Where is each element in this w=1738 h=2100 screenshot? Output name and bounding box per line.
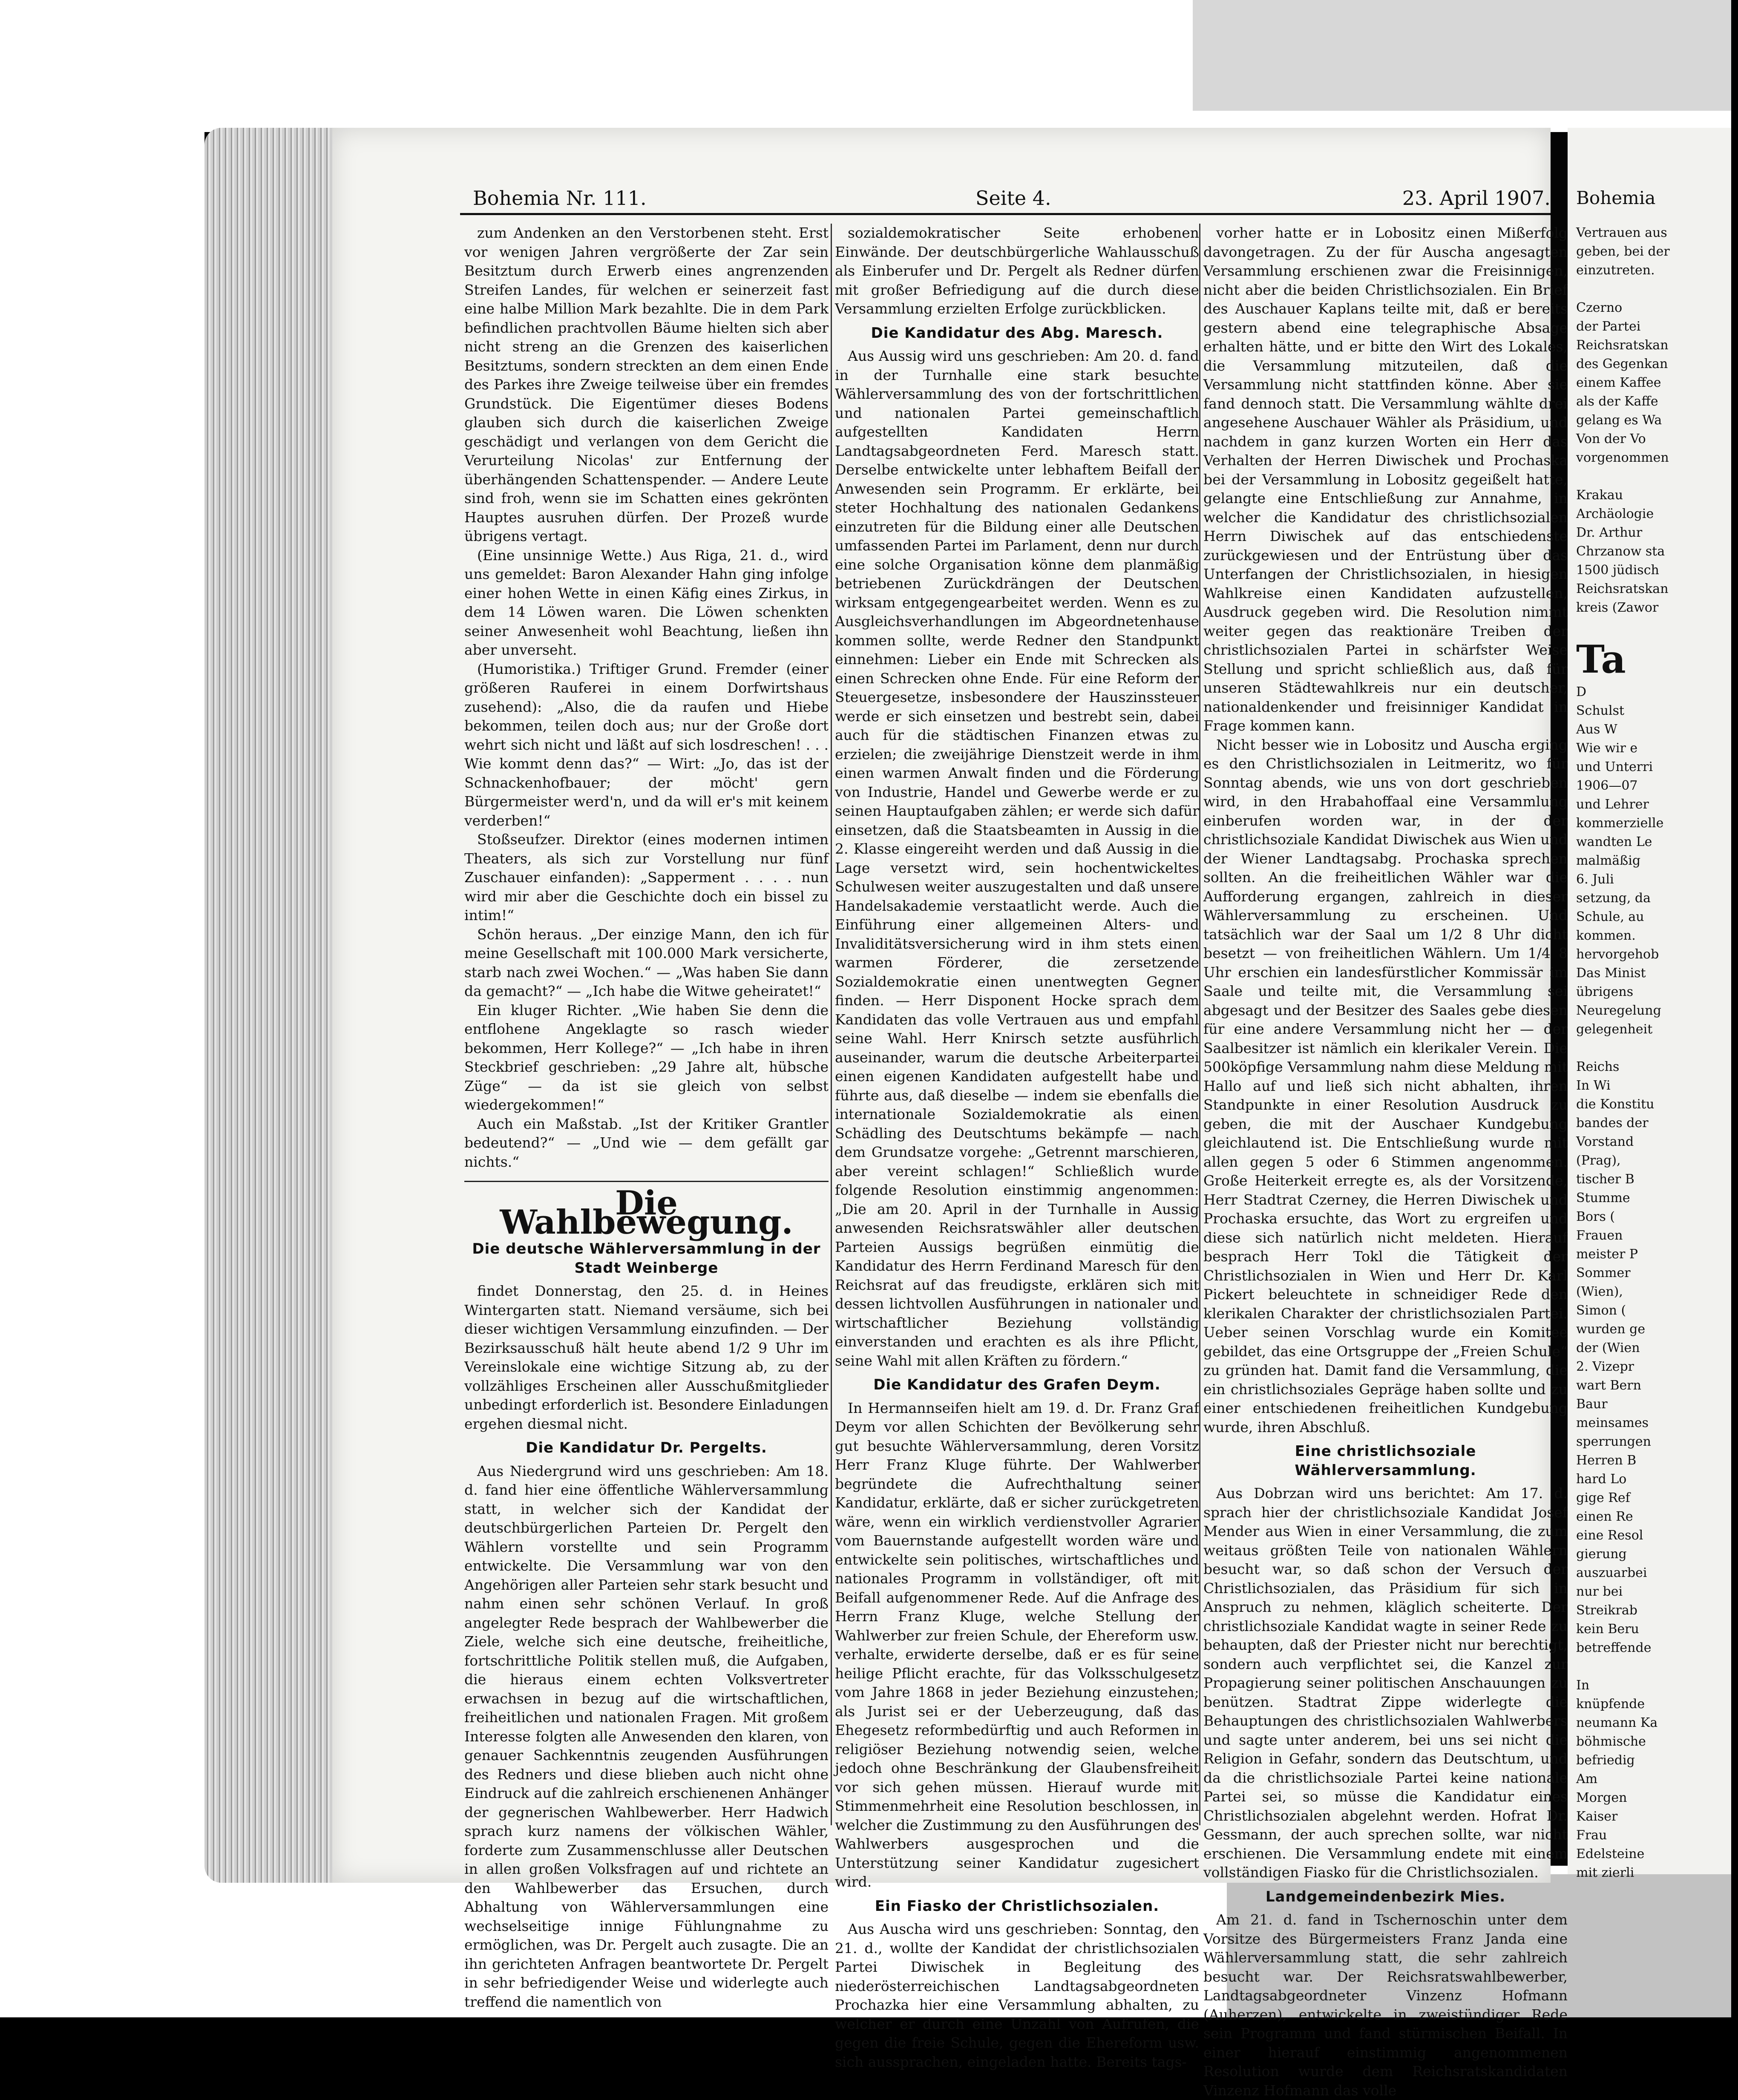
article-paragraph: Stoßseufzer. Direktor (eines modernen intimen Theaters, als sich zur Vorstellung nur fünf Zuschauer einfanden): „Sapperment . . . . nun wird mir aber die Geschichte doch ein bissel zu intim!“ — [464, 831, 829, 923]
next-page-line — [1576, 1657, 1738, 1676]
article-paragraph: Nicht besser wie in Lobositz und Auscha erging es den Christlichsozialen in Leitmeritz, wo für Sonntag abends, wie uns von dort geschrieben wird, in den Hrabahoffaal eine Versammlung einberufen worden war, in der der christlichsoziale Kandidat Diwischek aus Wien und der Wiener Landtagsabg. Prochaska sprechen sollten. An die freiheitlichen Wähler war die Aufforderung ergangen, zahlreich in dieser Wählerversammlung zu erscheinen. Und tatsächlich war der Saal um 1/2 8 Uhr dicht besetzt — von freiheitlichen Wählern. Um 1/4 8 Uhr erschien ein landesfürstlicher Kommissär im Saale und teilte mit, die Versammlung sei abgesagt und der Besitzer des Saales gebe diesen für eine andere Versammlung nicht her — der Saalbesitzer ist nämlich ein klerikaler Verein. Die 500köpfige Versammlung nahm diese Meldung mit Hallo auf und ließ sich nicht abhalten, ihren Standpunkte in einer Resolution Ausdruck zu geben, die mit der Auschaer Kundgebung gleichlautend ist. Die Entschließung wurde mit allen gegen 5 oder 6 Stimmen angenommen. Große Heiterkeit erregte es, als der Vorsitzende, Herr Stadtrat Czerney, die Herren Diwischek und Prochaska ersuchte, das Wort zu ergreifen und diese sich natürlich nicht meldeten. Hierauf besprach Herr Tokl die Tätigkeit der Christlichsozialen in Wien und Herr Dr. Karl Pickert beleuchtete in schneidiger Rede den klerikalen Charakter der christlichsozialen Partei. Ueber seinen Vorschlag wurde ein Komitee gebildet, das eine Ortsgruppe der „Freien Schule“ zu gründen hat. Damit fand die Versammlung, die ein christlichsoziales Gepräge haben sollte und zu einer entschiedenen freiheitlichen Kundgebung wurde, ihren Abschluß. — [1203, 736, 1568, 1435]
next-page-line: Archäologie — [1576, 506, 1654, 521]
next-page-line: tischer B — [1576, 1172, 1634, 1187]
article-heading: Die Kandidatur des Abg. Maresch. — [871, 324, 1163, 342]
column-rule — [1199, 224, 1200, 1825]
column-1 — [464, 224, 829, 2010]
next-page-line: Baur — [1576, 1397, 1608, 1412]
next-page-line: Edelsteine — [1576, 1847, 1645, 1861]
article-paragraph: findet Donnerstag, den 25. d. in Heines Wintergarten statt. Niemand versäume, sich bei dieser wichtigen Versammlung einzufinden. — Der Bezirksausschuß hält heute abend 1/2 9 Uhr im Vereinslokale eine wichtige Sitzung ab, zu der vollzähliges Erscheinen aller Ausschußmitglieder unbedingt erforderlich ist. Besondere Einladungen ergehen diesmal nicht. — [464, 1283, 829, 1432]
header-rule — [460, 213, 1551, 215]
next-page-line: des Gegenkan — [1576, 357, 1668, 371]
next-page-line: nur bei — [1576, 1584, 1623, 1599]
next-page-line: Aus W — [1576, 722, 1617, 737]
article-paragraph: Auch ein Maßstab. „Ist der Kritiker Grantler bedeutend?“ — „Und wie — dem gefällt gar nichts.“ — [464, 1115, 829, 1170]
next-page-line: eine Resol — [1576, 1528, 1643, 1543]
header-issue: Bohemia Nr. 111. — [473, 187, 647, 210]
column-3 — [1203, 224, 1568, 2099]
article-paragraph: Aus Dobrzan wird uns berichtet: Am 17. d. sprach hier der christlichsoziale Kandidat Josef Mender aus Wien in einer Versammlung, die zum weitaus größten Teile von nationalen Wählern besucht war, so daß schon der Versuch der Christlichsozialen, das Präsidium für sich in Anspruch zu nehmen, kläglich scheiterte. Der christlichsoziale Kandidat wagte in seiner Rede zu behaupten, daß der Priester nicht nur berechtigt, sondern auch verpflichtet sei, die Kanzel zur Propagierung seiner politischen Anschauungen zu benützen. Stadtrat Zippe widerlegte die Behauptungen des christlichsozialen Wahlwerbers und sagte unter anderem, bei uns sei nicht die Religion in Gefahr, sondern das Deutschtum, und da die christlichsoziale Partei keine nationale Partei sei, so müsse die Kandidatur eines Christlichsozialen abgelehnt werden. Hofrat Dr. Gessmann, der auch sprechen sollte, war nicht erschienen. Die Versammlung endete mit einem vollständigen Fiasko für die Christlichsozialen. — [1203, 1485, 1568, 1881]
article-heading: Die deutsche Wählerversammlung in der Stadt Weinberge — [472, 1240, 821, 1277]
newspaper-page — [332, 128, 1568, 2099]
next-page-line: meister P — [1576, 1247, 1638, 1262]
next-page-line — [1576, 1039, 1738, 1058]
article-paragraph: sozialdemokratischer Seite erhobenen Einwände. Der deutschbürgerliche Wahlausschuß als Einberufer und Dr. Pergelt als Redner dürfen mit großer Befriedigung auf die durch diese Versammlung erzielten Erfolge zurückblicken. — [835, 224, 1199, 317]
article-paragraph: Am 21. d. fand in Tschernoschin unter dem Vorsitze des Bürgermeisters Franz Janda eine Wählerversammlung statt, die sehr zahlreich besucht war. Der Reichsratswahlbewerber, Landtagsabgeordneter Vinzenz Hofmann (Auherzen), entwickelte in zweistündiger Rede sein Programm und fand stürmischen Beifall. In einer hierauf einstimmig angenommenen Resolution wurde dem Reichsratskandidaten Vinzenz Hofmann das volle — [1203, 1911, 1568, 2099]
next-page-fragment — [1568, 128, 1731, 1880]
page-header — [460, 178, 1551, 212]
next-page-line: In Wi — [1576, 1078, 1611, 1093]
next-page-line: und Lehrer — [1576, 797, 1649, 812]
next-page-line: Reichs — [1576, 1059, 1620, 1074]
next-page-line: Ta — [1576, 637, 1626, 682]
next-page-line: einem Kaffee — [1576, 375, 1661, 390]
next-page-line: Von der Vo — [1576, 432, 1646, 446]
next-page-line: knüpfende — [1576, 1697, 1645, 1712]
article-paragraph: (Humoristika.) Triftiger Grund. Fremder (einer größeren Rauferei in einem Dorfwirtshaus zusehend): „Also, die da raufen und Hiebe bekommen, teilen doch aus; nur der Große dort wehrt sich nicht und läßt auf sich losdreschen! . . . Wie kommt denn das?“ — Wirt: „Jo, das ist der Schnackenhofbauer; der möcht' gern Bürgermeister werd'n, und da will er's mit keinem verderben!“ — [464, 660, 829, 829]
article-heading: Ein Fiasko der Christlichsozialen. — [875, 1897, 1160, 1915]
next-page-line: kreis (Zawor — [1576, 600, 1659, 615]
next-page-line: (Wien), — [1576, 1284, 1623, 1299]
article-heading: Landgemeindenbezirk Mies. — [1265, 1888, 1506, 1905]
next-page-line: bandes der — [1576, 1116, 1649, 1131]
article-heading: Die Kandidatur Dr. Pergelts. — [526, 1439, 767, 1456]
article-paragraph: In Hermannseifen hielt am 19. d. Dr. Franz Graf Deym vor allen Schichten der Bevölkerung sehr gut besuchte Wählerversammlung, deren Vorsitz Herr Franz Kluge führte. Der Wahlwerber begründete die Aufrechthaltung seiner Kandidatur, erklärte, daß er sicher zurückgetreten wäre, wenn ein wirklich verdienstvoller Agrarier vom Bauernstande aufgestellt worden wäre und entwickelte sein politisches, wirtschaftliches und nationales Programm in vollständiger, oft mit Beifall aufgenommener Rede. Auf die Anfrage des Herrn Franz Kluge, welche Stellung der Wahlwerber zur freien Schule, der Ehereform usw. verhalte, erwiderte derselbe, daß er es für seine heilige Pflicht erachte, für das Volksschulgesetz vom Jahre 1868 in jeder Beziehung einzustehen; als Jurist sei er der Ueberzeugung, daß das Ehegesetz reformbedürftig und auch Reformen in religiöser Beziehung notwendig seien, welche jedoch ohne Beschränkung der Glaubensfreiheit vor sich gehen müssen. Hierauf wurde mit Stimmenmehrheit eine Resolution beschlossen, in welcher die Zustimmung zu den Ausführungen des Wahlwerbers ausgesprochen und die Unterstützung seiner Kandidatur zugesichert wird. — [835, 1399, 1199, 1890]
next-page-line: 1500 jüdisch — [1576, 563, 1659, 578]
next-page-line: Vorstand — [1576, 1134, 1634, 1149]
article-paragraph: zum Andenken an den Verstorbenen steht. Erst vor wenigen Jahren vergrößerte der Zar sein Besitztum durch Erwerb eines angrenzenden Streifen Landes, für welchen er seinerzeit fast eine halbe Million Mark bezahlte. Die in dem Park befindlichen prachtvollen Bäume hielten sich aber nicht streng an die Grenzen des kaiserlichen Besitztums, sondern streckten an dem einen Ende des Parkes ihre Zweige teilweise über ein fremdes Grundstück. Die Eigentümer dieses Bodens glauben sich durch die kaiserlichen Zweige geschädigt und verlangen von dem Gericht die Verurteilung Nicolas' zur Entfernung der überhängenden Schattenspender. — Andere Leute sind froh, wenn sie im Schatten eines gekrönten Hauptes ausruhen dürfen. Der Prozeß wurde übrigens vertagt. — [464, 224, 829, 544]
next-page-line: befriedig — [1576, 1753, 1635, 1768]
next-page-line: wurden ge — [1576, 1322, 1646, 1337]
section-title: Die Wahlbewegung. — [500, 1184, 793, 1242]
next-page-line: sperrungen — [1576, 1434, 1651, 1449]
article-paragraph: Aus Aussig wird uns geschrieben: Am 20. d. fand in der Turnhalle eine stark besuchte Wählerversammlung des von der fortschrittlichen und nationalen Partei gemeinschaftlich aufgestellten Kandidaten Herrn Landtagsabgeordneten Ferd. Maresch statt. Derselbe entwickelte unter lebhaftem Beifall der Anwesenden sein Programm. Er erklärte, bei steter Hochhaltung des nationalen Gedankens einzutreten für die Bildung einer alle Deutschen umfassenden Partei im Parlament, denn nur durch eine solche Organisation könne dem planmäßig betriebenen Zurückdrängen der Deutschen wirksam entgegengearbeitet werden. Wenn es zu Ausgleichsverhandlungen im Abgeordnetenhause kommen sollte, werde Redner den Standpunkt einnehmen: Lieber ein Ende mit Schrecken als einen Schrecken ohne Ende. Für eine Reform der Steuergesetze, insbesondere der Hauszinssteuer werde er sich einsetzen und bestrebt sein, dabei auch für die städtischen Finanzen etwas zu erzielen; die zweijährige Dienstzeit werde in ihm einen warmen Anwalt finden und die Förderung von Industrie, Handel und Gewerbe werde er zu seinen Hauptaufgaben zählen; er werde sich dafür einsetzen, daß die Staatsbeamten in Aussig in die 2. Klasse eingereiht werden und daß Aussig in die Lage versetzt wird, sein hochentwickeltes Schulwesen weiter auszugestalten und daß unsere Handelsakademie verstaatlicht werde. Auch die Einführung einer allgemeinen Alters- und Invaliditätsversicherung wird in ihm stets einen warmen Förderer, die zersetzende Sozialdemokratie einen unentwegten Gegner finden. — Herr Disponent Hocke sprach dem Kandidaten das volle Vertrauen aus und empfahl seine Wahl. Herr Knirsch setzte ausführlich auseinander, warum die deutsche Arbeiterpartei einen eigenen Kandidaten aufgestellt habe und führte aus, daß dieselbe — indem sie ebenfalls die internationale Sozialdemokratie als einen Schädling des Deutschtums bekämpfe — nach dem Grundsatze vorgehe: „Getrennt marschieren, aber vereint schlagen!“ Schließlich wurde folgende Resolution einstimmig angenommen: „Die am 20. April in der Turnhalle in Aussig anwesenden Reichsratswähler aller deutschen Parteien Aussigs begrüßen einmütig die Kandidatur des Herrn Ferdinand Maresch für den Reichsrat auf das freudigste, erklären sich mit dessen lichtvollen Ausführungen in nationaler und wirtschaftlicher Beziehung vollständig einverstanden und erachten es als ihre Pflicht, seine Wahl mit allen Kräften zu fördern.“ — [835, 348, 1199, 1369]
next-page-line: der (Wien — [1576, 1341, 1640, 1355]
next-page-line: wandten Le — [1576, 834, 1652, 849]
next-page-line: 1906—07 — [1576, 778, 1638, 793]
next-page-line: vorgenommen — [1576, 450, 1669, 465]
next-page-line: die Konstitu — [1576, 1097, 1655, 1112]
article-paragraph: Schön heraus. „Der einzige Mann, den ich für meine Gesellschaft mit 100.000 Mark versicherte, starb nach zwei Wochen.“ — „Was haben Sie dann da gemacht?“ — „Ich habe die Witwe geheiratet!“ — [464, 926, 829, 999]
next-page-header: Bohemia — [1576, 187, 1656, 208]
next-page-line: Morgen — [1576, 1790, 1627, 1805]
next-page-line: Krakau — [1576, 488, 1623, 503]
next-page-line: Wie wir e — [1576, 741, 1638, 756]
next-page-line: Kaiser — [1576, 1809, 1618, 1824]
next-page-line: D — [1576, 685, 1587, 699]
article-paragraph: Ein kluger Richter. „Wie haben Sie denn die entflohene Angeklagte so rasch wieder bekommen, Herr Kollege?“ — „Ich habe in ihren Steckbrief geschrieben: „29 Jahre alt, hübsche Züge“ — da ist sie gleich von selbst wiedergekommen!“ — [464, 1001, 829, 1113]
next-page-line: auszuarbei — [1576, 1565, 1647, 1580]
next-page-line: geben, bei der — [1576, 244, 1670, 259]
next-page-line — [1576, 467, 1738, 486]
next-page-line: 6. Juli — [1576, 872, 1614, 887]
next-page-line: und Unterri — [1576, 759, 1653, 774]
next-page-line: Simon ( — [1576, 1303, 1626, 1318]
next-page-line: Bors ( — [1576, 1209, 1615, 1224]
article-heading: Eine christlichsoziale Wählerversammlung. — [1295, 1443, 1476, 1479]
next-page-line: neumann Ka — [1576, 1715, 1658, 1730]
article-paragraph: vorher hatte er in Lobositz einen Mißerfolg davongetragen. Zu der für Auscha angesagten Versammlung erschienen zwar die Freisinnigen, nicht aber die beiden Christlichsozialen. Ein Brief des Auschauer Kaplans teilte mit, daß er bereits gestern abend eine telegraphische Absage erhalten hätte, und er bitte den Wirt des Lokales, die Versammlung mitzuteilen, daß die Versammlung nicht stattfinden könne. Aber sie fand dennoch statt. Die Versammlung wählte drei angesehene Auschauer Wähler als Präsidium, und nachdem in ganz kurzen Worten ein Herr das Verhalten der Herren Diwischek und Prochaska bei der Versammlung in Lobositz gegeißelt hatte, gelangte eine Entschließung zur Annahme, in welcher die Kandidatur des christlichsozialen Herrn Diwischek auf das entschiedenste zurückgewiesen und der Entrüstung über das Unterfangen der Christlichsozialen, in hiesigen Wahlkreise einen Kandidaten aufzustellen, Ausdruck gegeben wird. Die Resolution nimmt weiter gegen das reaktionäre Treiben der christlichsozialen Partei in schärfster Weise Stellung und spricht schließlich aus, daß für unseren Städtewahlkreis nur ein deutscher, nationaldenkender und freisinniger Kandidat in Frage kommen kann. — [1203, 224, 1568, 734]
next-page-line: der Partei — [1576, 319, 1641, 334]
next-page-line: gelang es Wa — [1576, 413, 1662, 428]
next-page-line: Sommer — [1576, 1266, 1631, 1280]
next-page-line: Reichsratskan — [1576, 581, 1669, 596]
next-page-line: Streikrab — [1576, 1603, 1637, 1618]
article-paragraph: (Eine unsinnige Wette.) Aus Riga, 21. d., wird uns gemeldet: Baron Alexander Hahn ging infolge einer hohen Wette in einen Käfig eines Zirkus, in dem 14 Löwen waren. Die Löwen schenkten seiner Anwesenheit wohl Beachtung, ließen ihn aber unverseht. — [464, 547, 829, 658]
next-page-line: kommen. — [1576, 928, 1636, 943]
article-paragraph: Aus Auscha wird uns geschrieben: Sonntag, den 21. d., wollte der Kandidat der christlichsozialen Partei Diwischek in Begleitung des niederösterreichischen Landtagsabgeordneten Prochazka hier eine Versammlung abhalten, zu welcher er durch eine Unzahl von Aufrufen, die gegen die freie Schule, gegen die Ehereform usw. sich aussprachen, eingeladen hatte. Bereits tags- — [835, 1921, 1199, 2070]
header-page-number: Seite 4. — [975, 187, 1051, 210]
next-page-line: Schulst — [1576, 703, 1625, 718]
next-page-line: Vertrauen aus — [1576, 225, 1667, 240]
next-page-line: Schule, au — [1576, 909, 1644, 924]
next-page-line: In — [1576, 1678, 1590, 1693]
next-page-line: Frauen — [1576, 1228, 1623, 1243]
column-2 — [835, 224, 1199, 2070]
next-page-line: Dr. Arthur — [1576, 525, 1643, 540]
next-page-line: (Prag), — [1576, 1153, 1621, 1168]
next-page-line: mit zierli — [1576, 1865, 1634, 1880]
next-page-line: Frau — [1576, 1828, 1607, 1843]
next-page-line — [1576, 617, 1738, 636]
next-page-line: einen Re — [1576, 1509, 1633, 1524]
next-page-line — [1576, 280, 1738, 299]
next-page-line: Neuregelung — [1576, 1003, 1661, 1018]
section-divider — [464, 1181, 829, 1182]
next-page-line: meinsames — [1576, 1415, 1649, 1430]
next-page-line: gelegenheit — [1576, 1022, 1653, 1037]
next-page-line: hervorgehob — [1576, 947, 1659, 962]
next-page-line: böhmische — [1576, 1734, 1646, 1749]
next-page-line: kommerzielle — [1576, 816, 1664, 831]
next-page-text — [1576, 224, 1738, 1882]
next-page-line: gierung — [1576, 1547, 1627, 1562]
book-page-edge — [204, 128, 337, 1883]
next-page-line: einzutreten. — [1576, 263, 1655, 278]
next-page-line: Das Minist — [1576, 966, 1646, 981]
next-page-line: Czerno — [1576, 300, 1623, 315]
next-page-line: malmäßig — [1576, 853, 1641, 868]
next-page-line: Stumme — [1576, 1191, 1630, 1205]
next-page-line: Reichsratskan — [1576, 338, 1669, 353]
next-page-line: kein Beru — [1576, 1622, 1639, 1637]
column-rule — [831, 224, 832, 1825]
next-page-line: 2. Vizepr — [1576, 1359, 1634, 1374]
next-page-line: Am — [1576, 1772, 1598, 1786]
article-paragraph: Aus Niedergrund wird uns geschrieben: Am 18. d. fand hier eine öffentliche Wählerversammlung statt, in welcher sich der Kandidat der deutschbürgerlichen Parteien Dr. Pergelt den Wählern vorstellte und sein Programm entwickelte. Die Versammlung war von den Angehörigen aller Parteien sehr stark besucht und nahm einen sehr schönen Verlauf. In groß angelegter Rede besprach der Wahlbewerber die Ziele, welche sich eine deutsche, freiheitliche, fortschrittliche Politik stellen muß, die Aufgaben, die hieraus einem echten Volksvertreter erwachsen in bezug auf die wirtschaftlichen, freiheitlichen und nationalen Fragen. Mit großem Interesse folgten alle Anwesenden den klaren, von genauer Sachkenntnis zeugenden Ausführungen des Redners und diese blieben auch nicht ohne Eindruck auf die zahlreich erschienenen Anhänger der gegnerischen Wahlbewerber. Herr Hadwich sprach kurz namens der völkischen Wähler, forderte zum Zusammenschlusse aller Deutschen in allen großen Volksfragen auf und richtete an den Wahlbewerber das Ersuchen, durch Abhaltung von Wählerversammlungen eine wechselseitige innige Fühlungnahme zu ermöglichen, was Dr. Pergelt auch zusagte. Die an ihn gerichteten Anfragen beantwortete Dr. Pergelt in sehr befriedigender Weise und widerlegte auch treffend die namentlich von — [464, 1462, 829, 2010]
next-page-line: Chrzanow sta — [1576, 544, 1665, 559]
next-page-line: wart Bern — [1576, 1378, 1641, 1393]
next-page-line: setzung, da — [1576, 891, 1651, 906]
article-heading: Die Kandidatur des Grafen Deym. — [873, 1376, 1161, 1393]
next-page-line: übrigens — [1576, 984, 1634, 999]
next-page-line: gige Ref — [1576, 1490, 1630, 1505]
next-page-line: Herren B — [1576, 1453, 1637, 1468]
next-page-line: betreffende — [1576, 1640, 1652, 1655]
header-date: 23. April 1907. — [1402, 187, 1551, 210]
next-page-line: als der Kaffe — [1576, 394, 1658, 409]
next-page-line: hard Lo — [1576, 1472, 1627, 1487]
